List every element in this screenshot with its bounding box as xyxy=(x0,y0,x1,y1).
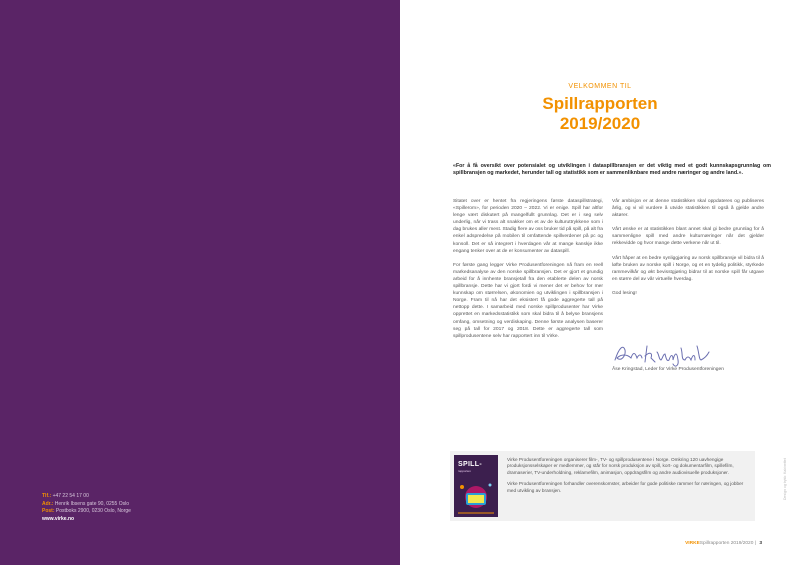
body-paragraph: Vårt ønske er at statistikken blant annet skal gi bedre grunnlag for å sammenligne spill med andre kulturnæringer når det gjelder rekkevidde og hvor mange dette verkene når ut til. xyxy=(612,227,764,247)
info-paragraph: Virke Produsentforeningen organiserer film-, TV- og spillprodusentene i Norge. Omkring 120 uavhengige produksjonsselskaper er medlemmer, og står for norsk produksjon av spill, kort- og dokumentarfilm, spillefilm, dramaserier, TV-underholdning, reklamefilm, animasjon, oppdragsfilm og andre audiovisuelle produksjoner. xyxy=(507,457,734,475)
footer-text: Spillrapporten 2019/2020 xyxy=(699,541,754,546)
body-paragraph: Vår ambisjon er at denne statistikken skal oppdateres og publiseres årlig, og vi vil vurdere å utvide statistikken til også å gjelde andre aktører. xyxy=(612,199,764,219)
body-paragraph: Vårt håper at en bedre synliggjøring av norsk spillbransje vil bidra til å løfte bruken av norske spill i Norge, og et en tydelig politikk, styrkede rammevilkår og økt bevisstgjøring bidrar til at norske spill får utgave en større del av vår virtuelle hverdag. xyxy=(612,255,764,282)
body-column-right xyxy=(612,198,764,304)
report-cover-thumbnail xyxy=(454,455,498,517)
page-title-line2: 2019/2020 xyxy=(559,114,641,133)
info-paragraph: Virke Produsentforeningen forhandler overenskomster, arbeider for gode politiske rammer for næringen, og jobber med utvikling av bransjen. xyxy=(507,481,744,493)
cover-subtitle: rapporten xyxy=(458,469,471,473)
page-title-line1: Spillrapporten xyxy=(542,94,658,113)
right-page xyxy=(400,0,800,565)
body-paragraph: For første gang legger Virke Produsentforeningen nå fram en reell markedsanalyse av den norske spillbransjen. Det er gjort et grundig arbeid for å innhente bransjetall fra den etablerte delen av norsk spillbransje. Dette har vi gjort fordi vi mener det er behov for mer kunnskap om størrelsen, økonomien og utviklingen i spillbransjen i Norge. Fram til nå har det eksistert få gode aggregerte tall på nettopp dette. I samarbeid med norske spillprodusenter har Virke opprettet en markedsstatistikk som skal bidra til å belyse bransjens omfang, omsetning og verdiskaping. Denne første analysen baserer seg på tall for 2017 og 2018. Dette er aggregerte tall som spillprodusentene selv har rapportert inn til Virke. xyxy=(453,262,603,339)
cover-title: SPILL- xyxy=(458,461,482,468)
signature-caption: Åse Kringstad, Leder for Virke Produsentforeningen xyxy=(612,367,724,372)
info-text xyxy=(507,457,751,499)
adr-label: Adr.: xyxy=(42,500,54,507)
info-box xyxy=(450,451,755,521)
adr-value: Henrik Ibsens gate 90, 0255 Oslo xyxy=(54,500,129,507)
page-footer xyxy=(685,541,762,546)
kicker: VELKOMMEN TIL xyxy=(568,83,632,90)
footer-separator: | xyxy=(754,541,756,546)
lead-quote: «For å få oversikt over potensialet og utviklingen i dataspillbransjen er det viktig med et godt kunnskapsgrunnlag om spillbransjen og markedet, herunder tall og statistikk som er sammenliknbare med andre næringer og andre land.». xyxy=(453,163,771,177)
body-column-left xyxy=(453,198,603,347)
tel-label: Tlf.: xyxy=(42,493,52,499)
page-number: 3 xyxy=(759,541,762,546)
design-credit: Design og trykk: Kabinettet xyxy=(783,458,787,500)
contact-block xyxy=(42,493,131,523)
signature-image xyxy=(611,340,721,368)
website-link[interactable]: www.virke.no xyxy=(42,515,75,522)
cover-illustration xyxy=(454,477,498,517)
post-label: Post: xyxy=(42,508,55,514)
body-paragraph: Sitatet over er hentet fra regjeringens første dataspillstrategi, «Spillerom», for perioden 2020 – 2022. Vi er enige. Spill har altfor lenge vært diskutert på mangelfullt grunnlag. Det er i seg selv underlig, når vi trass alt snakker om et av de kulturuttrykkene som i dag brukes aller mest. Stadig flere av oss bruker tid på spill, på alt fra enkel adspredelse på mobilen til omfattende spillverdener på pc og konsoll. Det er så integrert i hverdagen vår at mange kanskje ikke engang tenker over at de er konsumenter av dataspill. xyxy=(453,199,603,254)
footer-brand: VIRKE xyxy=(685,541,700,546)
closing-line: God lesing! xyxy=(612,290,637,296)
post-value: Postboks 2900, 0230 Oslo, Norge xyxy=(55,508,131,514)
tel-value: +47 22 54 17 00 xyxy=(52,493,89,499)
